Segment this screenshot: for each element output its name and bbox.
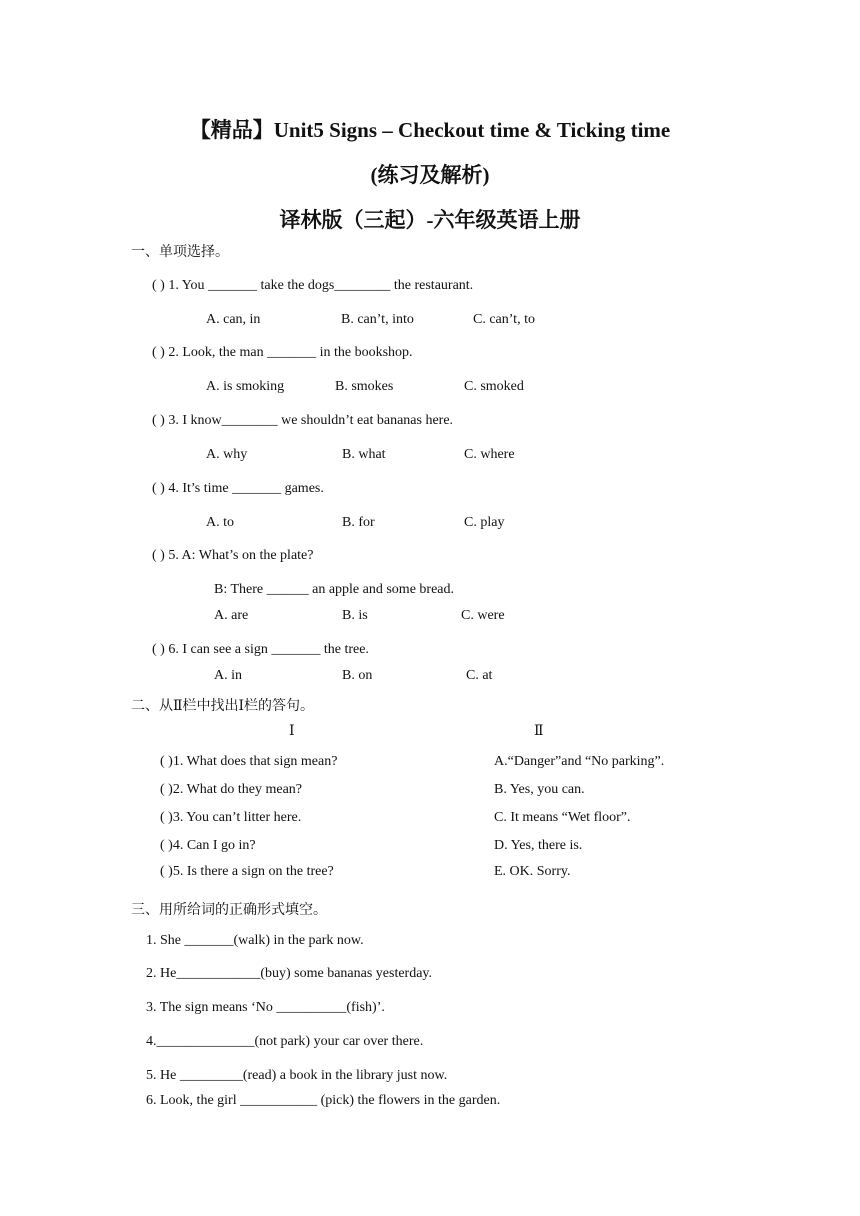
match-question: ( )4. Can I go in? (160, 838, 256, 853)
option-c: C. at (466, 668, 493, 683)
match-answer: D. Yes, there is. (494, 838, 583, 853)
match-answer: A.“Danger”and “No parking”. (494, 754, 665, 769)
page-title: 【精品】Unit5 Signs – Checkout time & Ticking time (189, 118, 671, 142)
fill-item: 1. She _______(walk) in the park now. (146, 933, 364, 948)
option-c: C. were (461, 608, 505, 623)
match-answer: E. OK. Sorry. (494, 864, 571, 879)
option-a: A. are (214, 608, 249, 623)
fill-item: 6. Look, the girl ___________ (pick) the flowers in the garden. (146, 1093, 501, 1108)
match-question: ( )3. You can’t litter here. (160, 810, 302, 825)
section2-heading: 二、从Ⅱ栏中找出Ⅰ栏的答句。 (131, 699, 315, 714)
fill-item: 3. The sign means ‘No __________(fish)’. (146, 1000, 385, 1015)
question-stem: ( ) 2. Look, the man _______ in the bookshop. (152, 345, 413, 360)
section1-heading: 一、单项选择。 (131, 245, 229, 260)
option-a: A. why (206, 447, 248, 462)
fill-item: 5. He _________(read) a book in the library just now. (146, 1068, 448, 1083)
match-question: ( )2. What do they mean? (160, 782, 303, 797)
option-b: B. smokes (335, 379, 394, 394)
page-subtitle: (练习及解析) (370, 163, 490, 187)
option-b: B. is (342, 608, 368, 623)
option-c: C. play (464, 515, 505, 530)
question-stem: ( ) 5. A: What’s on the plate? (152, 548, 314, 563)
question-stem: ( ) 4. It’s time _______ games. (152, 481, 324, 496)
option-a: A. in (214, 668, 242, 683)
option-a: A. is smoking (206, 379, 285, 394)
option-b: B. can’t, into (341, 312, 414, 327)
option-b: B. what (342, 447, 386, 462)
column-header-1: Ⅰ (289, 724, 295, 739)
option-c: C. where (464, 447, 515, 462)
question-line2: B: There ______ an apple and some bread. (214, 582, 455, 597)
match-question: ( )5. Is there a sign on the tree? (160, 864, 334, 879)
option-c: C. smoked (464, 379, 524, 394)
option-b: B. on (342, 668, 373, 683)
fill-item: 2. He____________(buy) some bananas yesterday. (146, 966, 433, 981)
column-header-2: Ⅱ (534, 724, 544, 739)
option-a: A. to (206, 515, 234, 530)
option-c: C. can’t, to (473, 312, 535, 327)
fill-item: 4.______________(not park) your car over there. (146, 1034, 424, 1049)
option-b: B. for (342, 515, 375, 530)
match-answer: C. It means “Wet floor”. (494, 810, 631, 825)
option-a: A. can, in (206, 312, 261, 327)
section3-heading: 三、用所给词的正确形式填空。 (131, 903, 327, 918)
match-question: ( )1. What does that sign mean? (160, 754, 338, 769)
question-stem: ( ) 3. I know________ we shouldn’t eat bananas here. (152, 413, 454, 428)
match-answer: B. Yes, you can. (494, 782, 585, 797)
page-edition: 译林版（三起）-六年级英语上册 (279, 208, 581, 232)
question-stem: ( ) 6. I can see a sign _______ the tree. (152, 642, 369, 657)
question-stem: ( ) 1. You _______ take the dogs________ the restaurant. (152, 278, 474, 293)
